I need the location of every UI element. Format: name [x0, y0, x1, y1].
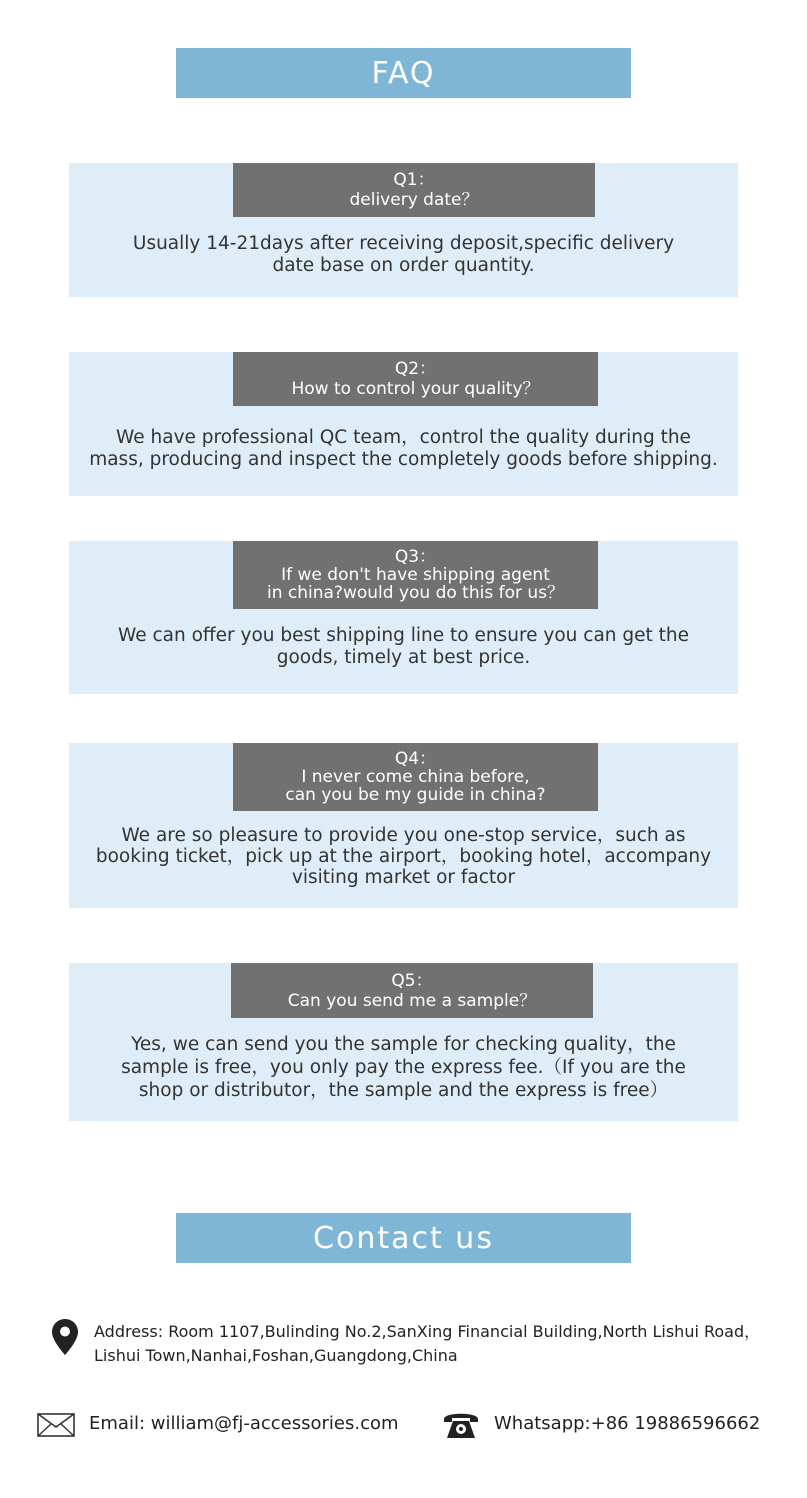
- answer-text: [69, 825, 738, 888]
- answer-line: shop or distributor，the sample and the express is free）: [138, 1080, 669, 1101]
- address-text: [94, 1320, 760, 1368]
- faq-item-1: [69, 163, 738, 297]
- answer-text: [69, 1033, 738, 1102]
- faq-banner: [176, 48, 631, 98]
- email-text[interactable]: Email: william@fj-accessories.com: [89, 1413, 399, 1434]
- answer-text: [69, 625, 738, 669]
- question-text: I never come china before,: [301, 767, 530, 787]
- question-box: [233, 541, 598, 609]
- answer-line: visiting market or factor: [291, 867, 516, 888]
- question-box: [233, 743, 598, 811]
- address-line: Address: Room 1107,Bulinding No.2,SanXing Financial Building,North Lishui Road，: [94, 1322, 761, 1341]
- question-label: Q3：: [394, 547, 437, 567]
- telephone-icon: [441, 1408, 481, 1440]
- faq-item-3: [69, 541, 738, 694]
- map-pin-icon: [51, 1318, 79, 1356]
- answer-text: [69, 427, 738, 471]
- question-box: [233, 163, 595, 217]
- question-box: [231, 963, 593, 1018]
- answer-line: We are so pleasure to provide you one-stop service，such as: [121, 825, 686, 846]
- faq-item-4: [69, 743, 738, 908]
- answer-line: Usually 14-21days after receiving deposit,specific delivery: [132, 233, 675, 254]
- answer-line: mass, producing and inspect the completely goods before shipping.: [89, 449, 718, 470]
- answer-line: We have professional QC team，control the quality during the: [116, 427, 691, 448]
- question-text: How to control your quality？: [291, 379, 540, 399]
- question-text: in china?would you do this for us？: [266, 583, 565, 603]
- question-label: Q1：: [393, 170, 435, 190]
- contact-title: Contact us: [313, 1220, 494, 1256]
- envelope-icon: [37, 1413, 75, 1437]
- contact-banner: [176, 1213, 631, 1263]
- answer-text: [69, 233, 738, 277]
- question-text: If we don't have shipping agent: [281, 565, 550, 585]
- answer-line: goods, timely at best price.: [276, 647, 531, 668]
- address-line: Lishui Town,Nanhai,Foshan,Guangdong,China: [94, 1346, 458, 1365]
- question-label: Q2：: [394, 359, 437, 379]
- question-box: [233, 352, 598, 406]
- faq-item-2: [69, 352, 738, 496]
- question-label: Q4：: [394, 749, 437, 769]
- faq-title: FAQ: [371, 55, 436, 91]
- answer-line: We can offer you best shipping line to ensure you can get the: [117, 625, 690, 646]
- question-text: delivery date？: [349, 190, 479, 210]
- faq-item-5: [69, 963, 738, 1121]
- answer-line: sample is free，you only pay the express fee.（If you are the: [121, 1057, 686, 1078]
- question-text: can you be my guide in china?: [285, 785, 546, 805]
- question-text: Can you send me a sample？: [287, 990, 537, 1011]
- question-label: Q5：: [391, 970, 433, 991]
- answer-line: booking ticket，pick up at the airport，booking hotel，accompany: [95, 846, 712, 867]
- answer-line: Yes, we can send you the sample for checking quality，the: [131, 1034, 676, 1055]
- whatsapp-text[interactable]: Whatsapp:+86 19886596662: [494, 1413, 761, 1434]
- answer-line: date base on order quantity.: [272, 255, 535, 276]
